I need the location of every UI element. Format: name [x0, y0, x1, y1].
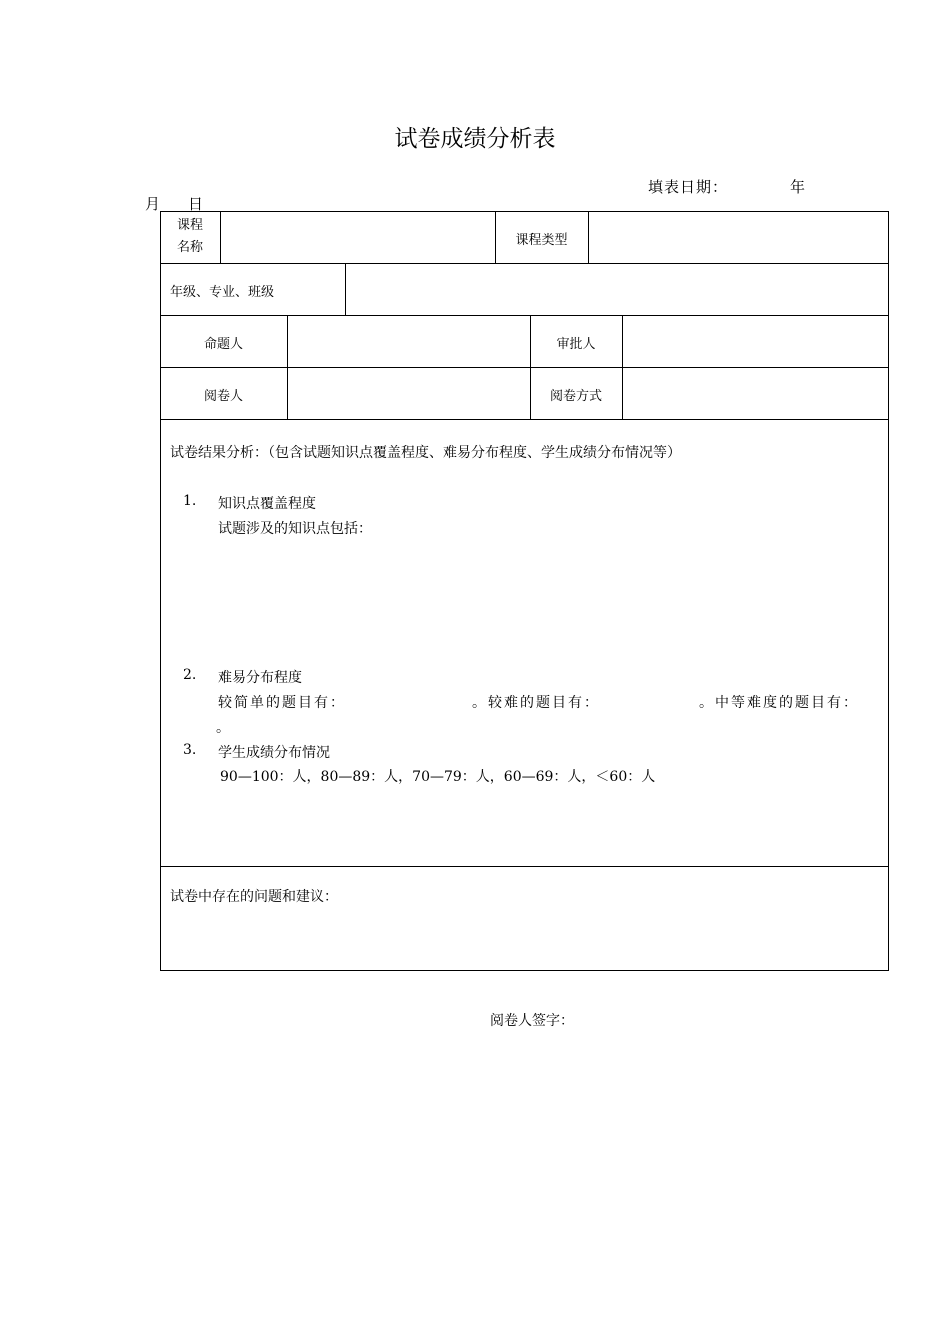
section-title-difficulty: 难易分布程度 — [218, 670, 302, 686]
col-divider — [287, 315, 288, 419]
analysis-heading: 试卷结果分析：（包含试题知识点覆盖程度、难易分布程度、学生成绩分布情况等） — [170, 445, 681, 461]
row-divider — [160, 315, 889, 316]
fill-date-label: 填表日期： — [648, 178, 729, 196]
row-divider — [160, 367, 889, 368]
difficulty-medium-text: 。中等难度的题目有： — [699, 695, 859, 711]
row-divider — [160, 263, 889, 264]
section-number: 2. — [183, 667, 197, 683]
col-divider — [622, 315, 623, 419]
analysis-table — [160, 211, 889, 971]
row-divider — [160, 866, 889, 867]
course-type-label: 课程类型 — [515, 233, 568, 248]
issues-heading: 试卷中存在的问题和建议： — [170, 889, 338, 905]
row-divider — [160, 419, 889, 420]
grader-signature-label: 阅卷人签字： — [490, 1013, 574, 1029]
year-label: 年 — [790, 178, 807, 196]
section-number: 1. — [183, 493, 197, 509]
section-title-distribution: 学生成绩分布情况 — [218, 745, 330, 761]
day-label: 日 — [188, 195, 205, 213]
month-label: 月 — [145, 195, 162, 213]
grade-major-class-label: 年级、专业、班级 — [170, 285, 275, 300]
difficulty-hard-text: 。较难的题目有： — [472, 695, 600, 711]
course-name-label-line1: 课程 — [176, 218, 203, 233]
col-divider — [345, 263, 346, 315]
course-name-label-line2: 名称 — [176, 240, 203, 255]
score-distribution-text: 90—100：人，80—89：人，70—79：人，60—69：人，＜60：人 — [220, 769, 656, 785]
reviewer-label: 审批人 — [556, 337, 596, 352]
section-title-coverage: 知识点覆盖程度 — [218, 496, 316, 512]
difficulty-end-text: 。 — [216, 720, 230, 736]
grader-label: 阅卷人 — [203, 389, 243, 404]
course-name-label — [160, 215, 220, 259]
setter-label: 命题人 — [203, 337, 243, 352]
col-divider — [588, 211, 589, 263]
col-divider — [220, 211, 221, 263]
coverage-text: 试题涉及的知识点包括： — [218, 521, 372, 537]
grading-method-label: 阅卷方式 — [549, 389, 602, 404]
page-title: 试卷成绩分析表 — [394, 126, 556, 152]
difficulty-easy-text: 较简单的题目有： — [218, 695, 346, 711]
section-number: 3. — [183, 742, 197, 758]
